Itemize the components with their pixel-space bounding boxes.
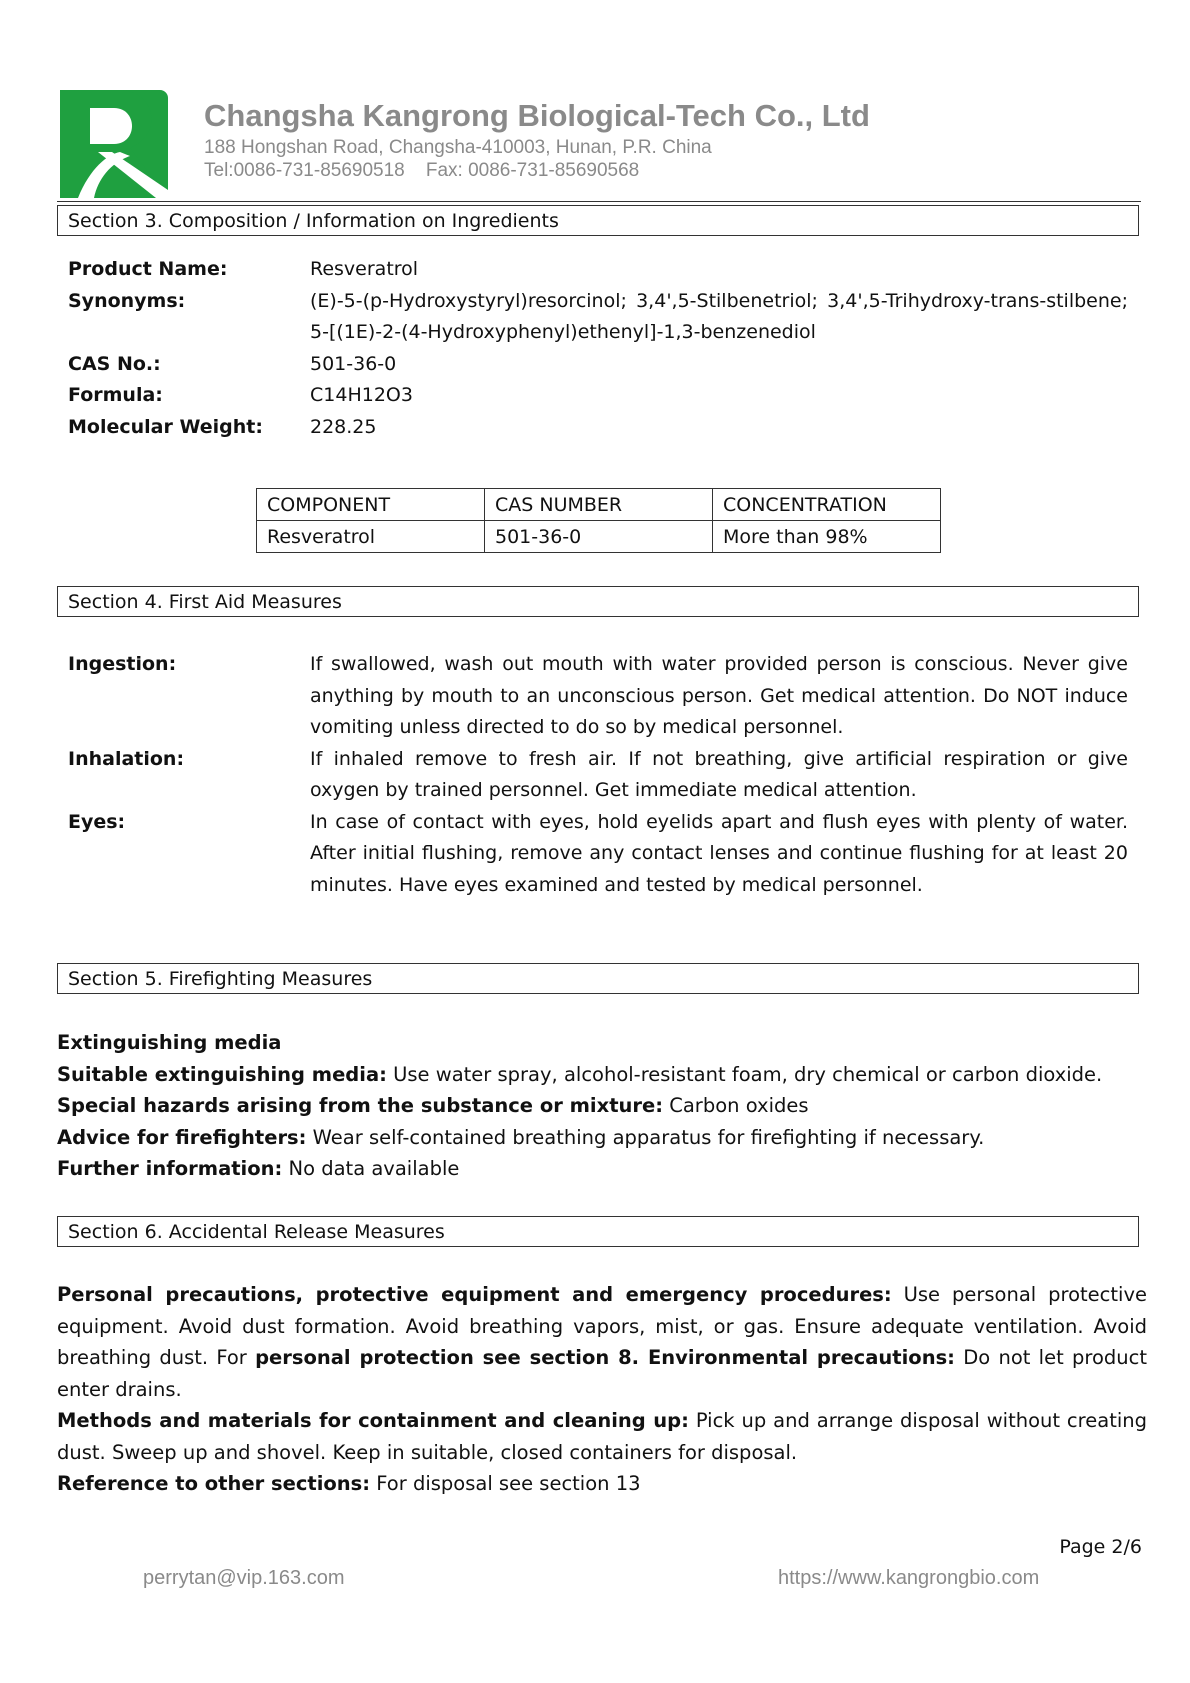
item-text: Use personal protective equipment. Avoid dust formation. Avoid breathing vapors, mist, or gas. Ensure adequate ventilation. Avoid breathing dust. For [57,1283,1147,1369]
company-fax: Fax: 0086-731-85690568 [425,160,640,181]
table-header: CAS NUMBER [485,489,713,521]
table-header: CONCENTRATION [713,489,941,521]
field-label: Ingestion: [68,653,177,675]
field-row [68,286,1128,349]
table-cell: Resveratrol [257,521,485,553]
item-label: Reference to other sections: [57,1472,371,1495]
section-4-title: Section 4. First Aid Measures [57,586,1139,617]
field-label: CAS No.: [68,352,161,375]
field-label: Synonyms: [68,289,186,312]
page-number: Page 2/6 [1059,1536,1142,1558]
field-row [68,744,1128,807]
subheading: Extinguishing media [57,1031,282,1054]
paragraph [57,1279,1147,1405]
field-value: If inhaled remove to fresh air. If not breathing, give artificial respiration or give oxygen by trained personnel. Get immediate medical attention. [310,747,1128,801]
section-6-title: Section 6. Accidental Release Measures [57,1216,1139,1247]
item-text: Wear self-contained breathing apparatus for firefighting if necessary. [306,1125,985,1149]
item-label: Suitable extinguishing media: [57,1062,387,1086]
field-row [68,380,1128,412]
item-text: For disposal see section 13 [370,1472,641,1495]
table-header-row [257,489,941,521]
field-row [68,349,1128,381]
item-label: Special hazards arising from the substance or mixture: [57,1094,664,1117]
item-text: Use water spray, alcohol-resistant foam, dry chemical or carbon dioxide. [386,1062,1103,1086]
field-value: C14H12O3 [310,384,413,406]
field-value: 228.25 [310,415,377,438]
table-header: COMPONENT [257,489,485,521]
field-label: Inhalation: [68,747,185,770]
item-label: Advice for firefighters: [57,1125,307,1149]
field-label: Eyes: [68,810,126,833]
section-3-title: Section 3. Composition / Information on Ingredients [57,205,1139,236]
table-cell: More than 98% [713,521,941,553]
item-label: Personal precautions, protective equipment and emergency procedures: [57,1283,892,1306]
paragraph [57,1468,1147,1500]
section-4-fields [68,649,1128,901]
footer-url[interactable]: https://www.kangrongbio.com [778,1567,1040,1589]
field-label: Molecular Weight: [68,415,263,438]
paragraph [57,1059,1147,1091]
paragraph [57,1153,1147,1185]
section-5-body [57,1027,1147,1185]
field-row [68,254,1128,286]
paragraph [57,1405,1147,1468]
field-label: Product Name: [68,258,228,280]
item-text: Pick up and arrange disposal without creating dust. Sweep up and shovel. Keep in suitable, closed containers for disposal. [57,1409,1147,1464]
company-tel: Tel:0086-731-85690518 [204,160,405,181]
header-divider [57,201,1141,202]
paragraph [57,1090,1147,1122]
company-name: Changsha Kangrong Biological-Tech Co., Ltd [204,98,870,133]
item-text: Carbon oxides [663,1094,809,1117]
company-contact [204,160,639,182]
field-value: Resveratrol [310,258,419,280]
field-value: (E)-5-(p-Hydroxystyryl)resorcinol; 3,4',5-Stilbenetriol; 3,4',5-Trihydroxy-trans-stilbene; 5-[(1E)-2-(4-Hydroxyphenyl)ethenyl]-1,3-benzenediol [310,289,1128,343]
section-3-fields [68,254,1128,443]
item-text: No data available [282,1157,460,1180]
field-label: Formula: [68,384,163,406]
item-text: Do not let product enter drains. [57,1346,1147,1401]
item-label: Methods and materials for containment and cleaning up: [57,1409,689,1432]
footer-email[interactable]: perrytan@vip.163.com [143,1567,345,1589]
field-row [68,412,1128,444]
section-6-body [57,1279,1147,1500]
table-row [257,521,941,553]
section-5-title: Section 5. Firefighting Measures [57,963,1139,994]
company-logo [60,90,168,198]
composition-table [256,488,941,553]
company-address: 188 Hongshan Road, Changsha-410003, Hunan, P.R. China [204,137,712,158]
paragraph [57,1122,1147,1154]
item-label: personal protection see section 8. Environmental precautions: [255,1346,955,1369]
field-value: In case of contact with eyes, hold eyelids apart and flush eyes with plenty of water. After initial flushing, remove any contact lenses and continue flushing for at least 20 minutes. Have eyes examined and tested by medical personnel. [310,810,1128,896]
field-row [68,649,1128,744]
table-cell: 501-36-0 [485,521,713,553]
field-row [68,807,1128,902]
item-label: Further information: [57,1157,283,1180]
field-value: If swallowed, wash out mouth with water provided person is conscious. Never give anything by mouth to an unconscious person. Get medical attention. Do NOT induce vomiting unless directed to do so by medical personnel. [310,653,1128,738]
field-value: 501-36-0 [310,352,397,375]
